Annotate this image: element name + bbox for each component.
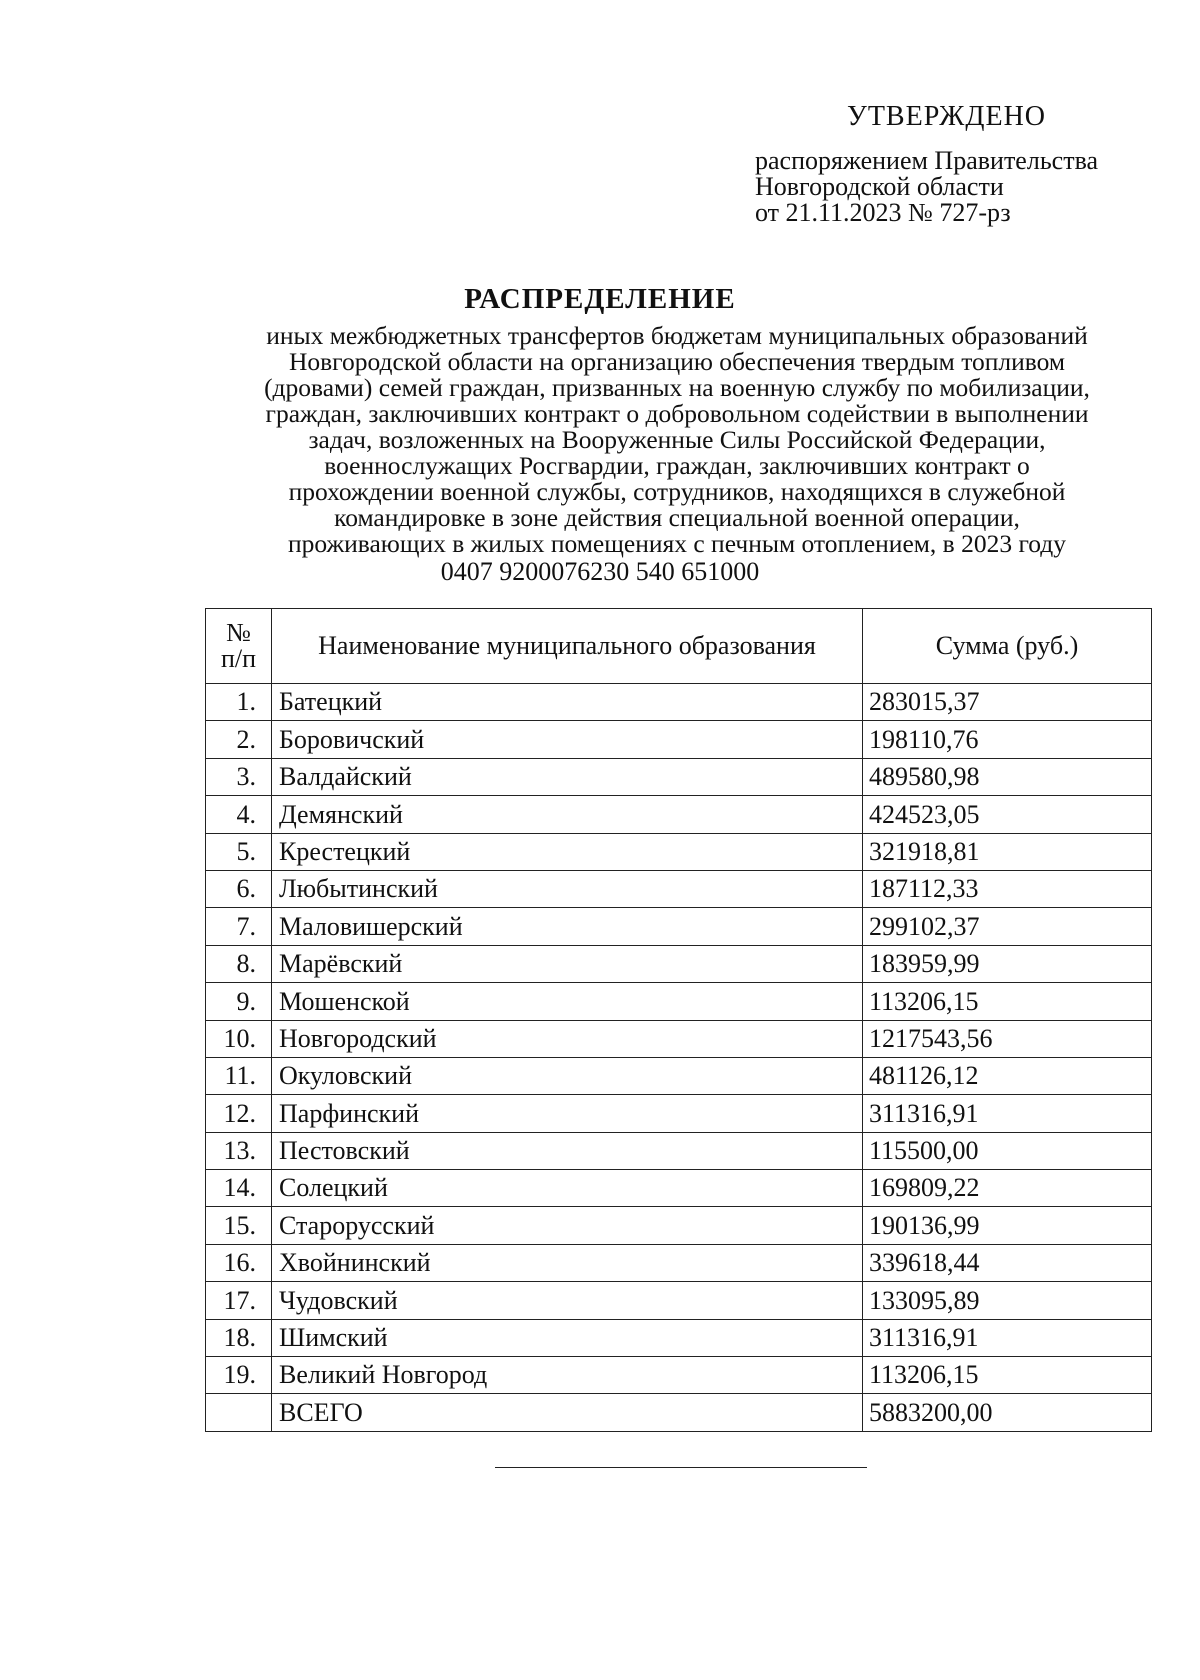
amount: 198110,76 <box>863 721 1152 758</box>
table-row <box>206 1207 1152 1244</box>
row-number: 16. <box>206 1244 272 1281</box>
amount: 113206,15 <box>863 1357 1152 1394</box>
column-header-number <box>206 609 272 684</box>
row-number: 14. <box>206 1170 272 1207</box>
municipality-name: Батецкий <box>272 684 863 721</box>
municipality-name: Маловишерский <box>272 908 863 945</box>
municipality-name: Валдайский <box>272 758 863 795</box>
amount: 283015,37 <box>863 684 1152 721</box>
amount: 1217543,56 <box>863 1020 1152 1057</box>
table-header-row <box>206 609 1152 684</box>
table-row <box>206 1282 1152 1319</box>
municipality-name: Мошенской <box>272 983 863 1020</box>
row-number: 10. <box>206 1020 272 1057</box>
table-row <box>206 1244 1152 1281</box>
column-header-name: Наименование муниципального образования <box>272 609 863 684</box>
end-divider <box>495 1467 867 1468</box>
municipality-name: Крестецкий <box>272 833 863 870</box>
amount: 190136,99 <box>863 1207 1152 1244</box>
municipality-name: Хвойнинский <box>272 1244 863 1281</box>
table-row <box>206 983 1152 1020</box>
total-amount: 5883200,00 <box>863 1394 1152 1431</box>
municipality-name: Шимский <box>272 1319 863 1356</box>
amount: 321918,81 <box>863 833 1152 870</box>
municipality-name: Новгородский <box>272 1020 863 1057</box>
table-total-row <box>206 1394 1152 1431</box>
document-subtitle <box>210 323 1144 557</box>
row-number: 6. <box>206 870 272 907</box>
row-number: 19. <box>206 1357 272 1394</box>
table-row <box>206 1057 1152 1094</box>
municipality-name: Любытинский <box>272 870 863 907</box>
row-number: 17. <box>206 1282 272 1319</box>
budget-code: 0407 9200076230 540 651000 <box>440 557 760 586</box>
approval-line-3: от 21.11.2023 № 727-рз <box>755 198 1011 227</box>
row-number: 13. <box>206 1132 272 1169</box>
approval-line-1: распоряжением Правительства <box>755 146 1099 175</box>
approval-block <box>755 100 1175 226</box>
document-title: РАСПРЕДЕЛЕНИЕ <box>464 283 736 315</box>
row-number: 1. <box>206 684 272 721</box>
municipality-name: Великий Новгород <box>272 1357 863 1394</box>
amount: 183959,99 <box>863 945 1152 982</box>
row-number: 18. <box>206 1319 272 1356</box>
number-symbol: № <box>226 618 251 647</box>
table-row <box>206 945 1152 982</box>
total-label: ВСЕГО <box>272 1394 863 1431</box>
subtitle-line: задач, возложенных на Вооруженные Силы Российской Федерации, <box>308 425 1046 454</box>
table-row <box>206 1020 1152 1057</box>
municipality-name: Чудовский <box>272 1282 863 1319</box>
subtitle-line: прохождении военной службы, сотрудников, находящихся в служебной <box>288 477 1066 506</box>
subtitle-line: (дровами) семей граждан, призванных на военную службу по мобилизации, <box>264 373 1090 402</box>
row-number: 7. <box>206 908 272 945</box>
municipality-name: Боровичский <box>272 721 863 758</box>
table-row <box>206 1357 1152 1394</box>
row-number: 3. <box>206 758 272 795</box>
row-number: 15. <box>206 1207 272 1244</box>
amount: 424523,05 <box>863 796 1152 833</box>
number-abbrev: п/п <box>220 644 257 673</box>
row-number: 5. <box>206 833 272 870</box>
amount: 481126,12 <box>863 1057 1152 1094</box>
municipality-name: Парфинский <box>272 1095 863 1132</box>
row-number: 11. <box>206 1057 272 1094</box>
municipality-name: Марёвский <box>272 945 863 982</box>
row-number: 4. <box>206 796 272 833</box>
amount: 311316,91 <box>863 1095 1152 1132</box>
table-row <box>206 796 1152 833</box>
row-number: 8. <box>206 945 272 982</box>
row-number <box>206 1394 272 1431</box>
table-row <box>206 1132 1152 1169</box>
table-row <box>206 1095 1152 1132</box>
amount: 339618,44 <box>863 1244 1152 1281</box>
table-row <box>206 908 1152 945</box>
municipality-name: Солецкий <box>272 1170 863 1207</box>
amount: 113206,15 <box>863 983 1152 1020</box>
table-row <box>206 1170 1152 1207</box>
table-row <box>206 684 1152 721</box>
subtitle-line: иных межбюджетных трансфертов бюджетам муниципальных образований <box>266 321 1088 350</box>
amount: 169809,22 <box>863 1170 1152 1207</box>
table-row <box>206 833 1152 870</box>
subtitle-line: граждан, заключивших контракт о добровольном содействии в выполнении <box>265 399 1089 428</box>
approval-line-2: Новгородской области <box>755 172 1004 201</box>
subtitle-line: командировке в зоне действия специальной военной операции, <box>334 503 1020 532</box>
column-header-sum: Сумма (руб.) <box>863 609 1152 684</box>
subtitle-line: Новгородской области на организацию обеспечения твердым топливом <box>288 347 1066 376</box>
municipality-name: Пестовский <box>272 1132 863 1169</box>
amount: 115500,00 <box>863 1132 1152 1169</box>
amount: 489580,98 <box>863 758 1152 795</box>
table-row <box>206 1319 1152 1356</box>
amount: 299102,37 <box>863 908 1152 945</box>
row-number: 9. <box>206 983 272 1020</box>
municipality-name: Демянский <box>272 796 863 833</box>
amount: 133095,89 <box>863 1282 1152 1319</box>
table-row <box>206 870 1152 907</box>
subtitle-line: проживающих в жилых помещениях с печным отоплением, в 2023 году <box>287 529 1067 558</box>
table-row <box>206 758 1152 795</box>
amount: 187112,33 <box>863 870 1152 907</box>
distribution-table <box>205 608 1152 1432</box>
municipality-name: Старорусский <box>272 1207 863 1244</box>
approval-heading: УТВЕРЖДЕНО <box>847 101 1047 132</box>
municipality-name: Окуловский <box>272 1057 863 1094</box>
amount: 311316,91 <box>863 1319 1152 1356</box>
row-number: 2. <box>206 721 272 758</box>
subtitle-line: военнослужащих Росгвардии, граждан, заключивших контракт о <box>324 451 1030 480</box>
table-row <box>206 721 1152 758</box>
row-number: 12. <box>206 1095 272 1132</box>
